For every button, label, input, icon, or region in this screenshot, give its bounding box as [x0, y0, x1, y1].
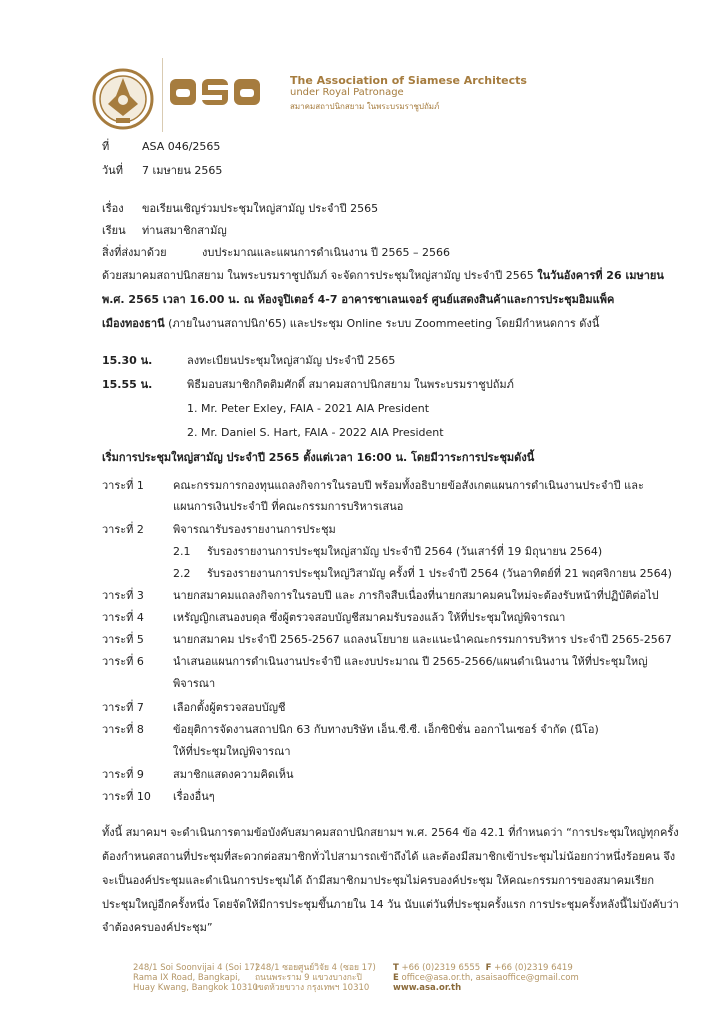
- date-label: วันที่: [102, 164, 123, 177]
- intro-line-1: [102, 269, 664, 283]
- date-value: 7 เมษายน 2565: [142, 164, 223, 177]
- footer-address-en: [133, 963, 258, 993]
- agenda-number: วาระที่ 3: [102, 589, 144, 602]
- to-value: ท่านสมาชิกสามัญ: [142, 224, 227, 237]
- fax-value: +66 (0)2319 6419: [494, 963, 573, 973]
- agenda-text: คณะกรรมการกองทุนแถลงกิจการในรอบปี พร้อมทั้งอธิบายข้อสังเกตแผนการดำเนินงานประจำปี และ: [173, 479, 644, 492]
- agenda-text: พิจารณารับรองรายงานการประชุม: [173, 523, 336, 536]
- agenda-subnumber: 2.2: [173, 567, 191, 580]
- agenda-number: วาระที่ 2: [102, 523, 144, 536]
- agenda-text: พิจารณา: [173, 677, 216, 690]
- closing-line: จำต้องครบองค์ประชุม”: [102, 921, 213, 934]
- footer-address-th-line: เขตห้วยขวาง กรุงเทพฯ 10310: [255, 983, 370, 993]
- agenda-text: นายกสมาคมแถลงกิจการในรอบปี และ ภารกิจสืบเนื่องที่นายกสมาคมคนใหม่จะต้องรับหน้าที่ปฏิบัติต่อไป: [173, 589, 659, 602]
- schedule-time: 15.30 น.: [102, 354, 153, 367]
- closing-line: ต้องกำหนดสถานที่ประชุมที่สะดวกต่อสมาชิกทั่วไปสามารถเข้าถึงได้ และต้องมีสมาชิกเข้าประชุมไม่น้อยกว่าหนึ่งร้อยคน จึง: [102, 850, 676, 863]
- subject-label: เรื่อง: [102, 202, 124, 215]
- org-subtitle-en: under Royal Patronage: [290, 87, 404, 98]
- intro-line-3: [102, 317, 599, 331]
- agenda-number: วาระที่ 4: [102, 611, 144, 624]
- agenda-subtext: รับรองรายงานการประชุมใหญ่วิสามัญ ครั้งที่ 1 ประจำปี 2564 (วันอาทิตย์ที่ 21 พฤศจิกายน 2564): [207, 567, 672, 580]
- footer-address-th: [255, 963, 376, 993]
- tel-label: T: [393, 963, 399, 973]
- tel-value: +66 (0)2319 6555: [401, 963, 481, 973]
- agenda-text: นายกสมาคม ประจำปี 2565-2567 แถลงนโยบาย และแนะนำคณะกรรมการบริหาร ประจำปี 2565-2567: [173, 633, 672, 646]
- intro-line-1-bold: ในวันอังคารที่ 26 เมษายน: [537, 269, 664, 282]
- agenda-number: วาระที่ 5: [102, 633, 144, 646]
- agenda-number: วาระที่ 7: [102, 701, 144, 714]
- agenda-text: เลือกตั้งผู้ตรวจสอบบัญชี: [173, 701, 286, 714]
- agenda-number: วาระที่ 1: [102, 479, 144, 492]
- header-divider: [162, 58, 163, 132]
- agenda-text: ข้อยุติการจัดงานสถาปนิก 63 กับทางบริษัท เอ็น.ซี.ซี. เอ็กซิบิชั่น ออกาไนเซอร์ จำกัด (นีโอ): [173, 723, 599, 736]
- website-link[interactable]: www.asa.or.th: [393, 983, 462, 993]
- royal-seal-logo: [92, 62, 154, 136]
- intro-line-1-normal: ด้วยสมาคมสถาปนิกสยาม ในพระบรมราชูปถัมภ์ จะจัดการประชุมใหญ่สามัญ ประจำปี 2565: [102, 269, 538, 282]
- ref-label: ที่: [102, 140, 110, 153]
- agenda-text: ให้ที่ประชุมใหญ่พิจารณา: [173, 745, 291, 758]
- footer-contact: [393, 963, 579, 993]
- closing-line: ประชุมใหญ่อีกครั้งหนึ่ง โดยจัดให้มีการประชุมขึ้นภายใน 14 วัน นับแต่วันที่ประชุมครั้งแรก การประชุมครั้งหลังนี้ไม่บังคับว่า: [102, 898, 679, 911]
- honoree-item: 1. Mr. Peter Exley, FAIA - 2021 AIA President: [187, 402, 430, 415]
- agenda-text: แผนการเงินประจำปี ที่คณะกรรมการบริหารเสนอ: [173, 500, 404, 513]
- enclosure-value: งบประมาณและแผนการดำเนินงาน ปี 2565 – 2566: [202, 246, 450, 259]
- agenda-text: เรื่องอื่นๆ: [173, 790, 215, 803]
- agenda-number: วาระที่ 9: [102, 768, 144, 781]
- schedule-desc: พิธีมอบสมาชิกกิตติมศักดิ์ สมาคมสถาปนิกสยาม ในพระบรมราชูปถัมภ์: [187, 378, 514, 391]
- agenda-number: วาระที่ 8: [102, 723, 144, 736]
- footer-email-line: [393, 973, 579, 983]
- agenda-subtext: รับรองรายงานการประชุมใหญ่สามัญ ประจำปี 2564 (วันเสาร์ที่ 19 มิถุนายน 2564): [207, 545, 603, 558]
- agenda-text: สมาชิกแสดงความคิดเห็น: [173, 768, 294, 781]
- agenda-number: วาระที่ 6: [102, 655, 144, 668]
- ref-value: ASA 046/2565: [142, 140, 221, 153]
- asa-logo: [168, 73, 264, 109]
- enclosure-label: สิ่งที่ส่งมาด้วย: [102, 246, 167, 259]
- closing-line: ทั้งนี้ สมาคมฯ จะดำเนินการตามข้อบังคับสมาคมสถาปนิกสยามฯ พ.ศ. 2564 ข้อ 42.1 ที่กำหนดว่า “การประชุมใหญ่ทุกครั้ง: [102, 826, 679, 839]
- email-value[interactable]: office@asa.or.th, asaisaoffice@gmail.com: [401, 973, 579, 983]
- footer-address-th-line: 248/1 ซอยศูนย์วิจัย 4 (ซอย 17): [255, 963, 376, 973]
- footer-phone-line: [393, 963, 579, 973]
- org-name-en: The Association of Siamese Architects: [290, 74, 527, 87]
- honoree-item: 2. Mr. Daniel S. Hart, FAIA - 2022 AIA President: [187, 426, 444, 439]
- email-label: E: [393, 973, 399, 983]
- schedule-time: 15.55 น.: [102, 378, 153, 391]
- footer-address-en-line: Rama IX Road, Bangkapi,: [133, 973, 241, 983]
- intro-line-3-bold: เมืองทองธานี: [102, 317, 165, 330]
- agenda-text: นำเสนอแผนการดำเนินงานประจำปี และงบประมาณ ปี 2565-2566/แผนดำเนินงาน ให้ที่ประชุมใหญ่: [173, 655, 648, 668]
- org-name-th: สมาคมสถาปนิกสยาม ในพระบรมราชูปถัมภ์: [290, 102, 440, 111]
- footer-address-en-line: Huay Kwang, Bangkok 10310: [133, 983, 258, 993]
- closing-line: จะเป็นองค์ประชุมและดำเนินการประชุมได้ ถ้ามีสมาชิกมาประชุมไม่ครบองค์ประชุม ให้คณะกรรมการของสมาคมเรียก: [102, 874, 655, 887]
- to-label: เรียน: [102, 224, 126, 237]
- footer-address-en-line: 248/1 Soi Soonvijai 4 (Soi 17): [133, 963, 259, 973]
- intro-line-2: พ.ศ. 2565 เวลา 16.00 น. ณ ห้องจูปิเตอร์ 4-7 อาคารชาเลนเจอร์ ศูนย์แสดงสินค้าและการประชุมอิมแพ็ค: [102, 293, 615, 306]
- intro-line-3-normal: (ภายในงานสถาปนิก'65) และประชุม Online ระบบ Zoommeeting โดยมีกำหนดการ ดังนี้: [164, 317, 600, 330]
- fax-label: F: [485, 963, 492, 973]
- footer-address-th-line: ถนนพระราม 9 แขวงบางกะปิ: [255, 973, 362, 983]
- agenda-text: เหรัญญิกเสนองบดุล ซึ่งผู้ตรวจสอบบัญชีสมาคมรับรองแล้ว ให้ที่ประชุมใหญ่พิจารณา: [173, 611, 566, 624]
- agenda-number: วาระที่ 10: [102, 790, 151, 803]
- schedule-desc: ลงทะเบียนประชุมใหญ่สามัญ ประจำปี 2565: [187, 354, 396, 367]
- agenda-subnumber: 2.1: [173, 545, 191, 558]
- agenda-heading: เริ่มการประชุมใหญ่สามัญ ประจำปี 2565 ตั้งแต่เวลา 16:00 น. โดยมีวาระการประชุมดังนี้: [102, 451, 535, 464]
- subject-value: ขอเรียนเชิญร่วมประชุมใหญ่สามัญ ประจำปี 2565: [142, 202, 379, 215]
